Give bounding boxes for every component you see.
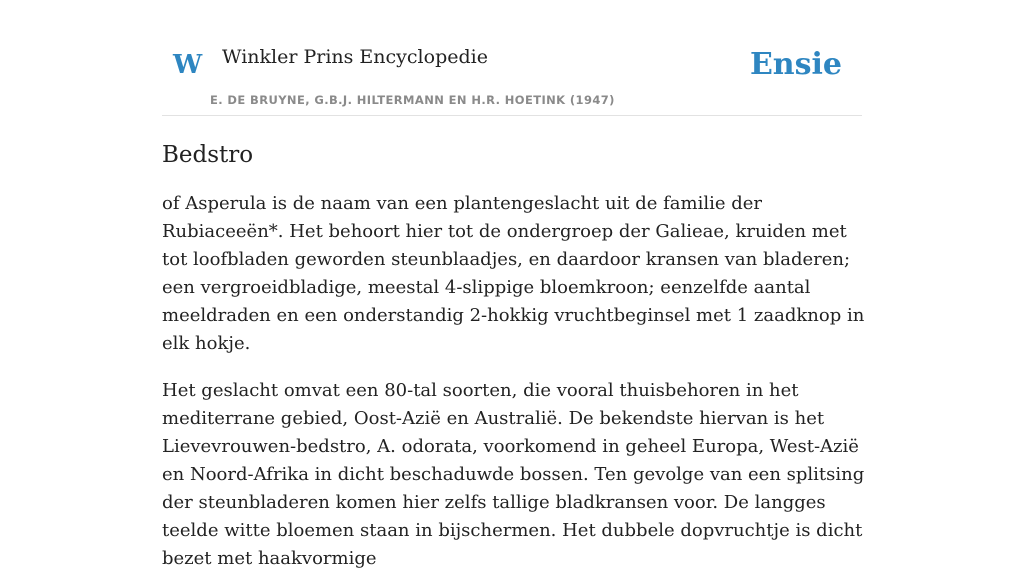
article-paragraph: Het geslacht omvat een 80-tal soorten, die vooral thuisbehoren in het mediterrane gebied, Oost-Azië en Australië. De bekendste hiervan is het Lievevrouwen-bedstro, A. odorata, voorkomend in geheel Europa, West-Azië en Noord-Afrika in dicht beschaduwde bossen. Ten gevolge van een splitsing der steunbladeren komen hier zelfs tallige bladkransen voor. De langges teelde witte bloemen staan in bijschermen. Het dubbele dopvruchtje is dicht bezet met haakvormige bbox=[162, 380, 865, 569]
source-title[interactable]: Winkler Prins Encyclopedie bbox=[222, 46, 488, 68]
content-container bbox=[162, 0, 865, 573]
source-logo[interactable]: W bbox=[173, 50, 203, 80]
article-title: Bedstro bbox=[162, 142, 254, 168]
article-paragraph: of Asperula is de naam van een plantengeslacht uit de familie der Rubiaceeën*. Het behoort hier tot de ondergroep der Galieae, kruiden met tot loofbladen geworden steunblaadjes, en daardoor kransen van bladeren; een vergroeidbladige, meestal 4-slippige bloemkroon; eenzelfde aantal meeldraden en een onderstandig 2-hokkig vruchtbeginsel met 1 zaadknop in elk hokje. bbox=[162, 193, 865, 354]
source-authors: E. DE BRUYNE, G.B.J. HILTERMANN EN H.R. HOETINK (1947) bbox=[210, 93, 615, 107]
source-header bbox=[162, 0, 862, 116]
brand-logo-link[interactable]: Ensie bbox=[749, 47, 842, 82]
